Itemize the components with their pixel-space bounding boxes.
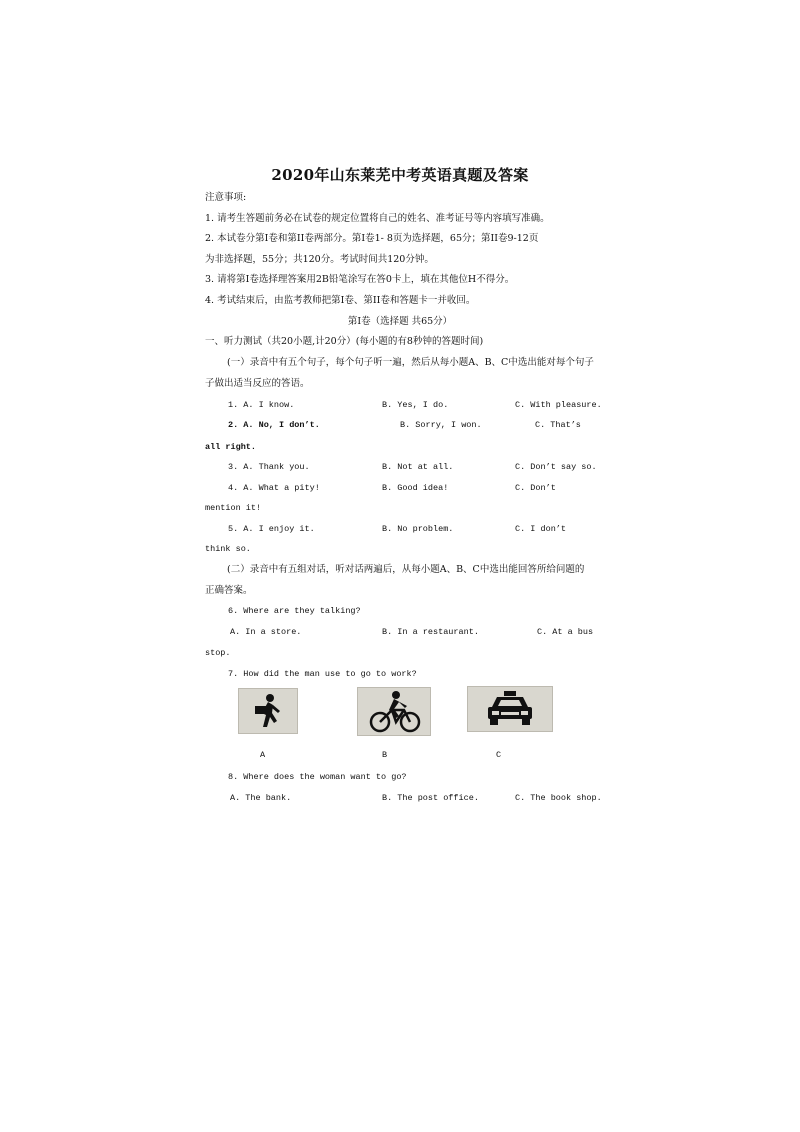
q7-label-b: B (382, 750, 388, 760)
taxi-icon (467, 686, 553, 732)
q5-option-b: B. No problem. (382, 524, 454, 534)
q2-option-c: C. That’s (535, 420, 581, 430)
q4-option-c-cont: mention it! (205, 503, 262, 513)
note-3: 3. 请将第I卷选择理答案用2B铅笔涂写在答0卡上，填在其他位H不得分。 (205, 274, 515, 285)
walking-man-icon (238, 688, 298, 734)
q4-option-b: B. Good idea! (382, 483, 449, 493)
note-4: 4. 考试结束后，由监考教师把第I卷、第II卷和答题卡一并收回。 (205, 295, 476, 306)
q5-option-c-cont: think so. (205, 544, 251, 554)
q8-option-c: C. The book shop. (515, 793, 602, 803)
part1-title: 第I卷（选择题 共65分） (347, 316, 453, 327)
note-1: 1. 请考生答题前务必在试卷的规定位置将自己的姓名、准考证号等内容填写准确。 (205, 213, 550, 224)
q6-option-c: C. At a bus (537, 627, 594, 637)
q3-option-a: 3. A. Thank you. (228, 462, 310, 472)
notes-heading: 注意事项: (205, 192, 247, 203)
q2-option-c-cont: all right. (205, 442, 257, 452)
q5-option-c: C. I don’t (515, 524, 567, 534)
q8-option-b: B. The post office. (382, 793, 479, 803)
q6-option-a: A. In a store. (230, 627, 302, 637)
bicycle-rider-icon (357, 687, 431, 736)
q5-option-a: 5. A. I enjoy it. (228, 524, 315, 534)
q3-option-b: B. Not at all. (382, 462, 454, 472)
q8-question: 8. Where does the woman want to go? (228, 772, 407, 782)
sub2-instruction: (二）录音中有五组对话，听对话两遍后，从每小题A、B、C中选出能回答所给问题的 (227, 564, 585, 575)
q1-option-b: B. Yes, I do. (382, 400, 449, 410)
q7-label-a: A (260, 750, 266, 760)
q1-option-a: 1. A. I know. (228, 400, 295, 410)
q8-option-a: A. The bank. (230, 793, 292, 803)
q4-option-c: C. Don’t (515, 483, 556, 493)
sub2-instruction-cont: 正确答案。 (205, 585, 253, 596)
q6-question: 6. Where are they talking? (228, 606, 361, 616)
note-2: 2. 本试卷分第I卷和第II卷两部分。第I卷1- 8页为选择题，65分；第II卷9-12页 (205, 233, 539, 244)
q7-label-c: C (496, 750, 502, 760)
note-2-cont: 为非选择题，55分；共120分。考试时间共120分钟。 (205, 254, 434, 265)
q7-question: 7. How did the man use to go to work? (228, 669, 417, 679)
q4-option-a: 4. A. What a pity! (228, 483, 320, 493)
q1-option-c: C. With pleasure. (515, 400, 602, 410)
q6-option-b: B. In a restaurant. (382, 627, 479, 637)
q3-option-c: C. Don’t say so. (515, 462, 597, 472)
sub1-instruction-cont: 子做出适当反应的答语。 (205, 378, 310, 389)
section1-heading: 一、听力测试（共20小题,计20分）(每小题的有8秒钟的答题时间) (205, 336, 484, 347)
page-title: 2020年山东莱芜中考英语真题及答案 (271, 166, 529, 184)
sub1-instruction: (一）录音中有五个句子，每个句子听一遍，然后从每小题A、B、C中选出能对每个句子 (227, 357, 594, 368)
q6-option-c-cont: stop. (205, 648, 231, 658)
q2-option-a: 2. A. No, I don’t. (228, 420, 320, 430)
q2-option-b: B. Sorry, I won. (400, 420, 482, 430)
